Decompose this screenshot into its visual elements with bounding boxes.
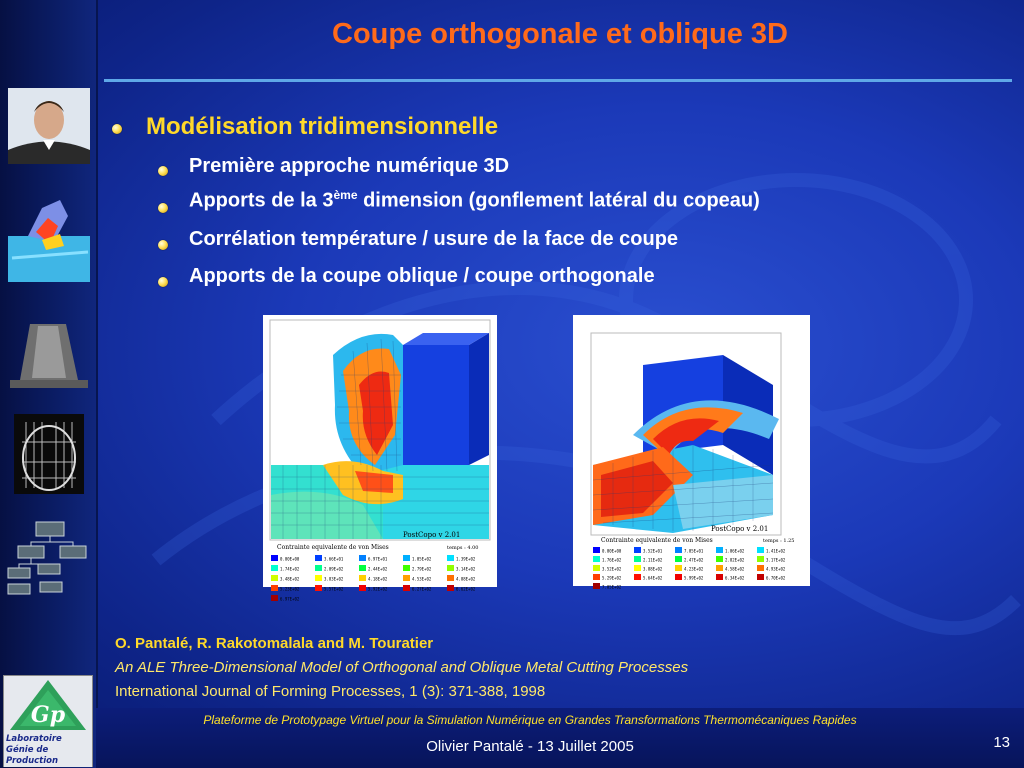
fig-right-legend-value: 7.05E+01 — [684, 548, 704, 554]
logo-emblem — [4, 676, 92, 734]
portrait-photo — [8, 88, 90, 164]
fig-left-legend-value: 4.88E+02 — [456, 576, 476, 582]
fig-right-legend-value: 5.99E+02 — [684, 575, 704, 581]
fig-left-legend-value: 1.74E+02 — [280, 566, 300, 572]
fig-left-legend-value: 2.79E+02 — [412, 566, 432, 572]
fig-left-legend-swatch — [271, 565, 278, 571]
bullet-main: Modélisation tridimensionnelle — [146, 113, 499, 140]
fig-right-legend-swatch — [675, 565, 682, 571]
bullet-icon — [158, 203, 168, 213]
sub-bullet-1: Première approche numérique 3D — [189, 155, 510, 177]
fig-left-legend-value: 6.27E+02 — [412, 586, 432, 592]
fig-right-legend-value: 3.88E+02 — [643, 566, 663, 572]
fig-left-legend-swatch — [447, 575, 454, 581]
fig-right-legend-value: 1.06E+02 — [725, 548, 745, 554]
fig-right-legend-swatch — [716, 574, 723, 580]
bullet-icon — [112, 124, 122, 134]
logo-text-line2: Génie de Production — [6, 745, 59, 766]
figure-orthogonal-cutting — [263, 315, 497, 602]
fig-right-legend-value: 0.00E+00 — [602, 548, 622, 554]
fig-left-legend-swatch — [315, 575, 322, 581]
fig-right-legend-value: 4.93E+02 — [766, 566, 786, 572]
figure-oblique-cutting — [573, 315, 810, 590]
fig-right-legend-value: 2.11E+02 — [643, 557, 663, 563]
sidebar — [0, 0, 98, 768]
fig-right-legend-value: 7.05E+02 — [602, 584, 622, 590]
laboratory-logo — [3, 675, 93, 767]
sub-bullet-4: Apports de la coupe oblique / coupe orthogonale — [189, 265, 655, 287]
fem-orthogonal-render — [263, 315, 497, 602]
fig-left-legend-swatch — [359, 575, 366, 581]
fig-left-legend-value: 1.39E+02 — [456, 556, 476, 562]
fig-right-legend-value: 5.29E+02 — [602, 575, 622, 581]
slide-title: Coupe orthogonale et oblique 3D — [332, 18, 788, 50]
fig-left-legend-swatch — [403, 585, 410, 591]
fem-oblique-render — [573, 315, 810, 590]
reference-journal: International Journal of Forming Processes, 1 (3): 371-388, 1998 — [115, 683, 546, 700]
fig-left-legend-swatch — [403, 565, 410, 571]
fem-chip-thumbnail — [8, 196, 90, 282]
sub-bullet-3: Corrélation température / usure de la face de coupe — [189, 228, 679, 250]
fig-left-legend-swatch — [271, 555, 278, 561]
fig-right-legend-swatch — [593, 556, 600, 562]
fig-left-legend-swatch — [447, 555, 454, 561]
fig-right-legend-title: Contrainte equivalente de von Mises — [601, 537, 713, 544]
fig-right-legend-swatch — [593, 565, 600, 571]
fig-left-legend-swatch — [271, 575, 278, 581]
fig-left-legend-swatch — [315, 585, 322, 591]
logo-abbrev: Gp — [30, 702, 66, 728]
fig-left-legend-value: 5.92E+02 — [368, 586, 388, 592]
fig-right-legend-value: 6.70E+02 — [766, 575, 786, 581]
tool-3d-thumbnail — [8, 320, 90, 390]
fig-right-legend-swatch — [716, 565, 723, 571]
fig-left-legend-swatch — [315, 555, 322, 561]
fig-right-legend-swatch — [675, 547, 682, 553]
reference-title: An ALE Three-Dimensional Model of Orthogonal and Oblique Metal Cutting Processes — [115, 659, 689, 676]
fig-left-legend-value: 3.66E+01 — [324, 556, 344, 562]
footer-platform: Plateforme de Prototypage Virtuel pour la Simulation Numérique en Grandes Transformations Thermomécaniques Rapides — [203, 713, 857, 727]
bullet-icon — [158, 166, 168, 176]
fig-left-legend-swatch — [271, 595, 278, 601]
fig-right-legend-swatch — [675, 556, 682, 562]
fig-right-legend-value: 3.17E+02 — [766, 557, 786, 563]
fig-left-legend-value: 6.97E+02 — [280, 596, 300, 602]
fig-right-legend-value: 3.52E+01 — [643, 548, 663, 554]
fig-right-legend-swatch — [757, 574, 764, 580]
fig-right-legend-value: 2.47E+02 — [684, 557, 704, 563]
fig-left-legend-swatch — [359, 565, 366, 571]
fig-right-legend-swatch — [593, 583, 600, 589]
fig-left-legend-value: 5.57E+02 — [324, 586, 344, 592]
fig-right-legend-value: 4.23E+02 — [684, 566, 704, 572]
sub-bullet-2-post: dimension (gonflement latéral du copeau) — [357, 189, 760, 212]
fig-left-time: temps : 4.00 — [447, 545, 479, 551]
fig-left-legend-title: Contrainte equivalente de von Mises — [277, 544, 389, 551]
sub-bullet-2-pre: Apports de la 3 — [189, 189, 334, 212]
fig-left-legend-swatch — [271, 585, 278, 591]
footer-author-date: Olivier Pantalé - 13 Juillet 2005 — [426, 738, 634, 755]
fig-left-legend-value: 0.00E+00 — [280, 556, 300, 562]
fig-right-legend-swatch — [634, 556, 641, 562]
fig-right-legend-value: 4.58E+02 — [725, 566, 745, 572]
fig-right-legend-value: 1.76E+02 — [602, 557, 622, 563]
page-number: 13 — [993, 734, 1010, 751]
sub-bullet-2-sup: ème — [333, 188, 358, 202]
fig-left-legend-value: 2.44E+02 — [368, 566, 388, 572]
fig-right-legend-value: 1.41E+02 — [766, 548, 786, 554]
fig-left-legend-value: 6.97E+01 — [368, 556, 388, 562]
fig-right-legend-value: 2.82E+02 — [725, 557, 745, 563]
fig-right-legend-swatch — [757, 547, 764, 553]
fig-right-legend-value: 3.52E+02 — [602, 566, 622, 572]
fig-left-legend-value: 3.14E+02 — [456, 566, 476, 572]
fig-right-legend-swatch — [716, 547, 723, 553]
fig-left-legend-value: 3.48E+02 — [280, 576, 300, 582]
fig-right-legend-swatch — [757, 565, 764, 571]
fig-right-legend-swatch — [634, 574, 641, 580]
fig-left-legend-value: 2.09E+02 — [324, 566, 344, 572]
bullet-icon — [158, 240, 168, 250]
fig-right-legend-swatch — [716, 556, 723, 562]
fig-left-legend-value: 1.05E+02 — [412, 556, 432, 562]
fig-right-legend — [593, 547, 786, 590]
bullet-icon — [158, 277, 168, 287]
fig-right-legend-swatch — [593, 547, 600, 553]
fig-right-legend-swatch — [634, 565, 641, 571]
fig-left-legend-value: 5.23E+02 — [280, 586, 300, 592]
fig-left-legend-value: 6.62E+02 — [456, 586, 476, 592]
fig-right-legend-swatch — [675, 574, 682, 580]
fig-left-legend-value: 3.83E+02 — [324, 576, 344, 582]
fig-right-software: PostCopo v 2.01 — [711, 525, 769, 533]
fig-right-legend-swatch — [757, 556, 764, 562]
fig-right-legend-swatch — [593, 574, 600, 580]
fig-right-legend-value: 5.64E+02 — [643, 575, 663, 581]
fig-right-legend-value: 6.34E+02 — [725, 575, 745, 581]
fig-left-legend-swatch — [403, 555, 410, 561]
title-divider — [104, 79, 1012, 82]
fig-left-legend-value: 4.18E+02 — [368, 576, 388, 582]
fig-right-time: temps : 1.25 — [763, 538, 795, 544]
fig-left-software: PostCopo v 2.01 — [403, 531, 461, 539]
fig-left-legend-swatch — [447, 585, 454, 591]
fig-left-legend-swatch — [403, 575, 410, 581]
mesh-thumbnail — [8, 412, 90, 496]
reference-authors: O. Pantalé, R. Rakotomalala and M. Touratier — [115, 635, 434, 652]
flowchart-thumbnail — [8, 520, 90, 598]
fig-left-legend-value: 4.53E+02 — [412, 576, 432, 582]
fig-left-legend-swatch — [447, 565, 454, 571]
fig-left-legend-swatch — [359, 555, 366, 561]
fig-left-legend-swatch — [359, 585, 366, 591]
fig-right-legend-swatch — [634, 547, 641, 553]
sub-bullet-2 — [189, 188, 760, 213]
fig-left-legend-swatch — [315, 565, 322, 571]
logo-text-line1: Laboratoire — [6, 734, 62, 744]
